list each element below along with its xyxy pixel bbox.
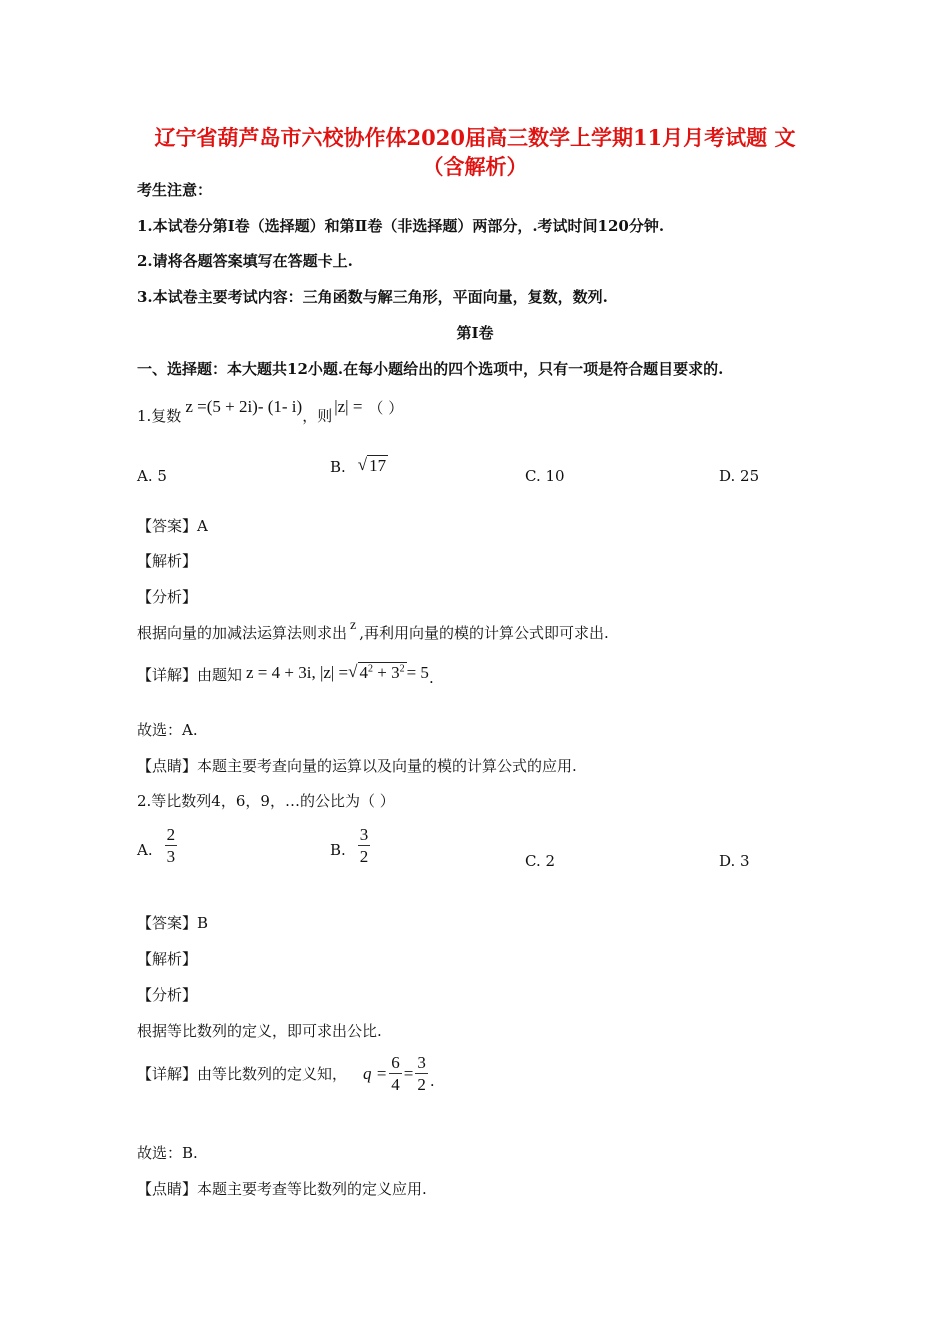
exponent: 2 [399, 663, 405, 675]
fraction-numerator: 6 [391, 1053, 400, 1072]
fraction [415, 1054, 428, 1093]
fraction-denominator: 2 [359, 847, 369, 866]
detail-text [137, 1054, 435, 1093]
fraction-denominator: 3 [166, 847, 176, 866]
analysis-suffix: ,再利用向量的模的计算公式即可求出. [359, 624, 609, 642]
notice-item: 2.请将各题答案填写在答题卡上. [137, 252, 353, 270]
conclusion: 故选：A. [137, 721, 198, 739]
fraction [358, 826, 371, 865]
option-a: A. 5 [137, 467, 167, 485]
document-title-line2: （含解析） [422, 154, 528, 179]
fraction [165, 826, 178, 865]
equals-sign: = [403, 1063, 414, 1083]
detail-text [137, 662, 434, 687]
option-c: C. 2 [525, 852, 556, 870]
analysis-variable: z [350, 618, 357, 633]
fraction-numerator: 3 [417, 1053, 426, 1072]
exponent: 2 [368, 663, 373, 675]
analysis-prefix: 根据向量的加减法运算法则求出 [137, 624, 348, 642]
option-c: C. 10 [525, 467, 565, 485]
document-title-line1: 辽宁省葫芦岛市六校协作体2020届高三数学上学期11月月考试题 文 [154, 125, 796, 150]
section-heading: 一、选择题：本大题共12小题.在每小题给出的四个选项中，只有一项是符合题目要求的. [137, 360, 724, 378]
answer-label: 【答案】B [137, 914, 209, 932]
detail-result: = 5 [406, 663, 429, 682]
question-blank: （ ） [368, 399, 404, 417]
fraction [389, 1054, 402, 1093]
fraction-numerator: 3 [359, 825, 369, 844]
option-a-label: A. [137, 841, 153, 859]
radicand-plus: + 3 [373, 663, 400, 682]
sqrt-radicand [358, 662, 407, 683]
radicand-base: 4 [359, 663, 368, 682]
detail-formula: q = [363, 1063, 388, 1083]
detail-end: . [428, 669, 434, 687]
fenxi-label: 【分析】 [137, 986, 198, 1004]
notice-item: 3.本试卷主要考试内容：三角函数与解三角形，平面向量，复数，数列. [137, 288, 608, 306]
detail-prefix: 【详解】由等比数列的定义知， [137, 1065, 348, 1083]
answer-label: 【答案】A [137, 517, 208, 535]
option-d: D. 3 [719, 852, 750, 870]
fenxi-label: 【分析】 [137, 588, 198, 606]
sqrt-expression [358, 455, 388, 476]
question-stem-prefix: 1.复数 [137, 407, 182, 425]
option-a [137, 826, 177, 865]
option-b-label: B. [330, 841, 346, 859]
option-b [330, 826, 370, 865]
detail-prefix: 【详解】由题知 [137, 666, 243, 684]
option-b [330, 455, 388, 476]
fraction-denominator: 2 [417, 1075, 426, 1094]
question-formula: z =(5 + 2i)- (1- i) [185, 397, 303, 416]
notice-item: 1.本试卷分第Ⅰ卷（选择题）和第Ⅱ卷（非选择题）两部分，.考试时间120分钟. [137, 217, 665, 235]
option-d: D. 25 [719, 467, 760, 485]
fraction-numerator: 2 [166, 825, 176, 844]
comment: 【点睛】本题主要考查向量的运算以及向量的模的计算公式的应用. [137, 757, 577, 775]
modulus-formula: |z| = [334, 397, 363, 416]
notice-heading: 考生注意： [137, 181, 213, 199]
question-2-stem: 2.等比数列4，6，9，…的公比为（ ） [137, 792, 395, 810]
jiexi-label: 【解析】 [137, 552, 198, 570]
sqrt-radicand: 17 [369, 456, 387, 475]
detail-end: . [429, 1071, 435, 1090]
jiexi-label: 【解析】 [137, 950, 198, 968]
comment: 【点睛】本题主要考查等比数列的定义应用. [137, 1180, 427, 1198]
sqrt-icon: √ [348, 662, 358, 681]
detail-formula: z = 4 + 3i, |z| = [246, 663, 349, 682]
analysis-text: 根据等比数列的定义，即可求出公比. [137, 1022, 382, 1040]
conclusion: 故选：B. [137, 1144, 198, 1162]
fraction-denominator: 4 [391, 1075, 400, 1094]
detail-sqrt [348, 662, 406, 687]
question-stem-mid: ，则 [302, 407, 333, 425]
part-heading: 第Ⅰ卷 [456, 324, 494, 342]
question-1-stem [137, 397, 403, 426]
analysis-text [137, 618, 609, 643]
sqrt-icon: √ [357, 455, 368, 474]
option-b-label: B. [330, 458, 346, 476]
